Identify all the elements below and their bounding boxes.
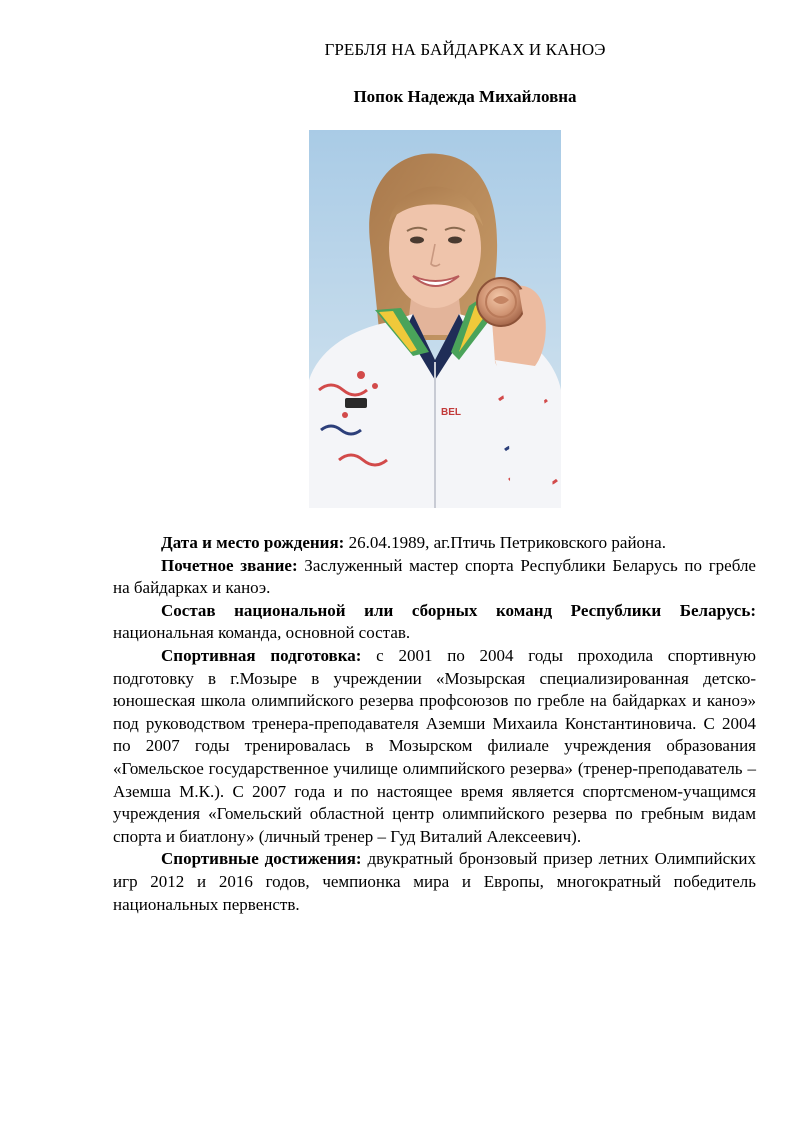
- bio-birth-label: Дата и место рождения:: [161, 533, 345, 552]
- bio-achievements: [113, 848, 756, 916]
- bio-training-label: Спортивная подготовка:: [161, 645, 362, 665]
- bio-achievements-label: Спортивные достижения:: [161, 849, 362, 869]
- bio-title: [113, 555, 756, 600]
- jersey-text: BEL: [441, 407, 461, 418]
- bio-birth: [113, 532, 756, 555]
- bio-team-value: национальная команда, основной состав.: [113, 623, 411, 643]
- bio-training-value: с 2001 по 2004 годы проходила спортивную подготовку в г.Мозыре в учреждении «Мозырская специализированная детско-юношеская школа олимпийского резерва профсоюзов по гребле на байдарках и каноэ» под руководством тренера-преподавателя Аземши Михаила Константиновича. С 2004 по 2007 годы тренировалась в Мозырском филиале учреждения образования «Гомельское государственное училище олимпийского резерва» (тренер-преподаватель – Аземша М.К.). С 2007 года и по настоящее время является спортсменом-учащимся учреждения «Гомельский областной центр олимпийского резерва по гребным видам спорта и биатлону» (личный тренер – Гуд Виталий Алексеевич).: [113, 645, 757, 846]
- bio-title-value: Заслуженный мастер спорта Республики Беларусь по гребле на байдарках и каноэ.: [113, 555, 756, 598]
- bio-birth-value: 26.04.1989, аг.Птичь Петриковского района.: [344, 533, 666, 552]
- bio-achievements-value: двукратный бронзовый призер летних Олимпийских игр 2012 и 2016 годов, чемпионка мира и Европы, многократный победитель национальных первенств.: [113, 849, 756, 914]
- bio-title-label: Почетное звание:: [161, 555, 298, 575]
- athlete-photo: [309, 130, 561, 508]
- bio-team-label: Состав национальной или сборных команд Республики Беларусь:: [161, 600, 756, 620]
- bio-team: [113, 600, 756, 645]
- sport-heading: ГРЕБЛЯ НА БАЙДАРКАХ И КАНОЭ: [324, 40, 606, 59]
- athlete-name: Попок Надежда Михайловна: [353, 87, 577, 106]
- bio-section: [113, 532, 756, 916]
- bio-training: [113, 645, 756, 848]
